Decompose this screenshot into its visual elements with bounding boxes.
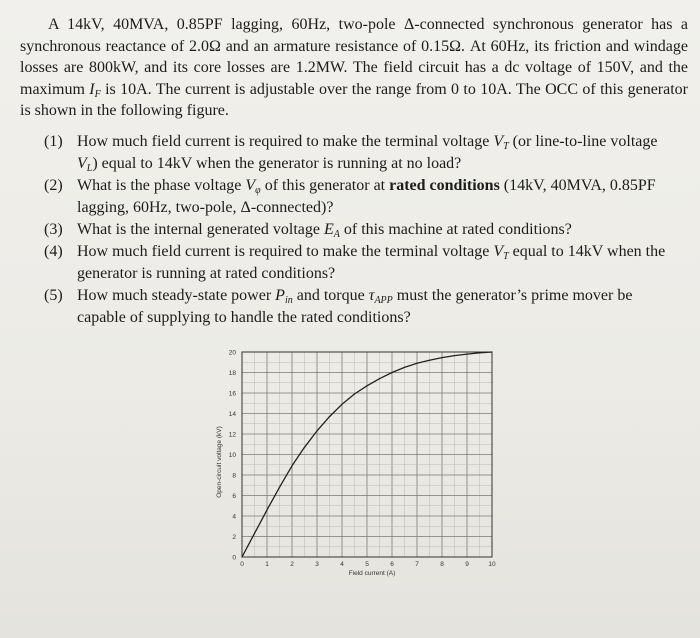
tau-symbol: τ <box>368 287 375 304</box>
occ-data-point <box>454 355 455 356</box>
delta-symbol: Δ <box>403 16 415 33</box>
x-tick-label: 10 <box>488 561 496 568</box>
field-current-symbol: I <box>89 80 95 98</box>
intro-paragraph <box>20 14 688 122</box>
x-tick-label: 9 <box>465 561 469 568</box>
question-text <box>77 241 674 285</box>
text-part: equal to 14kV when the generator is running at rated conditions? <box>77 243 666 282</box>
occ-data-point <box>254 533 255 534</box>
occ-data-point <box>379 378 380 379</box>
x-tick-label: 2 <box>290 561 294 568</box>
question-4 <box>44 241 674 285</box>
problem-intro <box>20 14 688 122</box>
occ-data-point <box>341 404 342 405</box>
y-tick-label: 10 <box>228 451 236 459</box>
text-part: must the generator’s prime mover be capable of supplying to handle the rated conditions? <box>77 287 633 326</box>
occ-data-point <box>429 360 430 361</box>
text-part: ) equal to 14kV when the generator is running at no load? <box>92 155 462 172</box>
intro-text-1: A 14kV, 40MVA, 0.85PF lagging, 60Hz, two-pole <box>48 16 404 33</box>
y-tick-label: 4 <box>232 513 236 521</box>
question-1 <box>44 131 674 175</box>
pin-symbol: P <box>275 287 285 304</box>
plot-border <box>242 352 492 557</box>
text-part: (or line-to-line voltage <box>508 133 658 150</box>
pin-subscript: in <box>284 295 293 306</box>
occ-curve-line <box>242 352 492 557</box>
occ-data-point <box>241 556 242 557</box>
occ-data-point <box>466 353 467 354</box>
question-number: (5) <box>44 287 63 304</box>
vt-symbol: V <box>493 133 504 150</box>
question-text <box>77 219 674 241</box>
text-part: of this generator at <box>260 177 390 194</box>
occ-data-point <box>329 416 330 417</box>
x-tick-label: 6 <box>390 561 394 568</box>
y-tick-label: 18 <box>228 369 236 377</box>
intro-text-2: -connected synchronous generator has a synchronous reactance of 2.0 <box>20 16 688 55</box>
delta-symbol: Δ <box>240 199 251 216</box>
question-number: (1) <box>44 133 63 150</box>
occ-data-point <box>266 509 267 510</box>
intro-text-3: and an armature resistance of 0.15 <box>220 37 450 55</box>
x-axis-label: Field current (A) <box>348 570 396 577</box>
question-list <box>44 131 674 329</box>
x-tick-label: 1 <box>265 561 269 568</box>
y-tick-label: 8 <box>232 472 236 480</box>
text-part: What is the internal generated voltage <box>77 221 325 238</box>
x-tick-label: 7 <box>415 561 419 568</box>
text-part: (14kV, 40MVA, 0.85PF lagging, 60Hz, two-pole, <box>77 177 656 216</box>
vl-symbol: V <box>77 155 87 172</box>
y-tick-label: 20 <box>228 349 236 357</box>
x-tick-label: 0 <box>240 561 244 568</box>
y-axis-label: Open-circuit voltage (kV) <box>216 426 223 498</box>
y-tick-label: 14 <box>228 410 236 418</box>
occ-data-point <box>304 447 305 448</box>
text-part: What is the phase voltage <box>77 177 246 194</box>
occ-data-point <box>404 367 405 368</box>
occ-data-point <box>291 465 292 466</box>
ea-subscript: A <box>333 229 340 240</box>
field-current-subscript: F <box>94 88 101 100</box>
text-part: of this machine at rated conditions? <box>339 221 572 238</box>
ohm-symbol: Ω <box>449 37 462 55</box>
question-text <box>77 131 674 175</box>
x-tick-label: 3 <box>315 561 319 568</box>
question-number: (2) <box>44 177 63 194</box>
occ-data-point <box>479 352 480 353</box>
question-number: (4) <box>44 243 63 260</box>
intro-text-5: is 10A. The current is adjustable over the range from 0 to 10A. The OCC of this generator is shown in the following figure. <box>20 80 688 119</box>
intro-text-4: . At 60Hz, its friction and windage losses are 800kW, and its core losses are 1.2MW. The field circuit has a dc voltage of 150V, and the maximum <box>20 37 689 98</box>
occ-data-point <box>441 357 442 358</box>
text-part: -connected)? <box>250 199 334 216</box>
occ-data-point <box>416 363 417 364</box>
text-part: How much field current is required to make the terminal voltage <box>77 243 494 260</box>
chart-axes <box>242 352 492 557</box>
vphi-symbol: V <box>245 177 256 194</box>
occ-data-point <box>391 372 392 373</box>
text-part: How much steady-state power <box>77 287 276 304</box>
y-tick-label: 0 <box>232 554 236 562</box>
y-tick-label: 2 <box>232 533 236 541</box>
text-part: and torque <box>292 287 369 304</box>
ohm-symbol: Ω <box>209 37 221 55</box>
x-tick-label: 8 <box>440 561 444 568</box>
vl-subscript: L <box>86 163 93 174</box>
chart-grid <box>242 352 492 557</box>
x-tick-label: 4 <box>340 561 344 568</box>
vt-subscript: T <box>503 251 509 262</box>
ea-symbol: E <box>324 221 334 238</box>
rated-conditions-emphasis: rated conditions <box>389 177 500 194</box>
occ-data-point <box>366 385 367 386</box>
vt-symbol: V <box>493 243 504 260</box>
occ-data-point <box>279 487 280 488</box>
occ-data-point <box>354 393 355 394</box>
question-5 <box>44 285 674 329</box>
occ-data-point <box>491 351 492 352</box>
x-tick-label: 5 <box>365 561 369 568</box>
question-number: (3) <box>44 221 63 238</box>
chart-ticks <box>229 349 496 568</box>
tau-subscript: APP <box>374 295 393 306</box>
vphi-subscript: φ <box>255 185 261 196</box>
question-2 <box>44 175 674 219</box>
question-text <box>77 285 674 329</box>
y-tick-label: 12 <box>228 431 236 439</box>
y-tick-label: 6 <box>232 492 236 500</box>
vt-subscript: T <box>503 141 509 152</box>
text-part: How much field current is required to make the terminal voltage <box>77 133 494 150</box>
occ-data-point <box>316 430 317 431</box>
y-tick-label: 16 <box>228 390 236 398</box>
question-text <box>77 175 674 219</box>
question-3 <box>44 219 674 241</box>
chart-series <box>241 351 492 557</box>
